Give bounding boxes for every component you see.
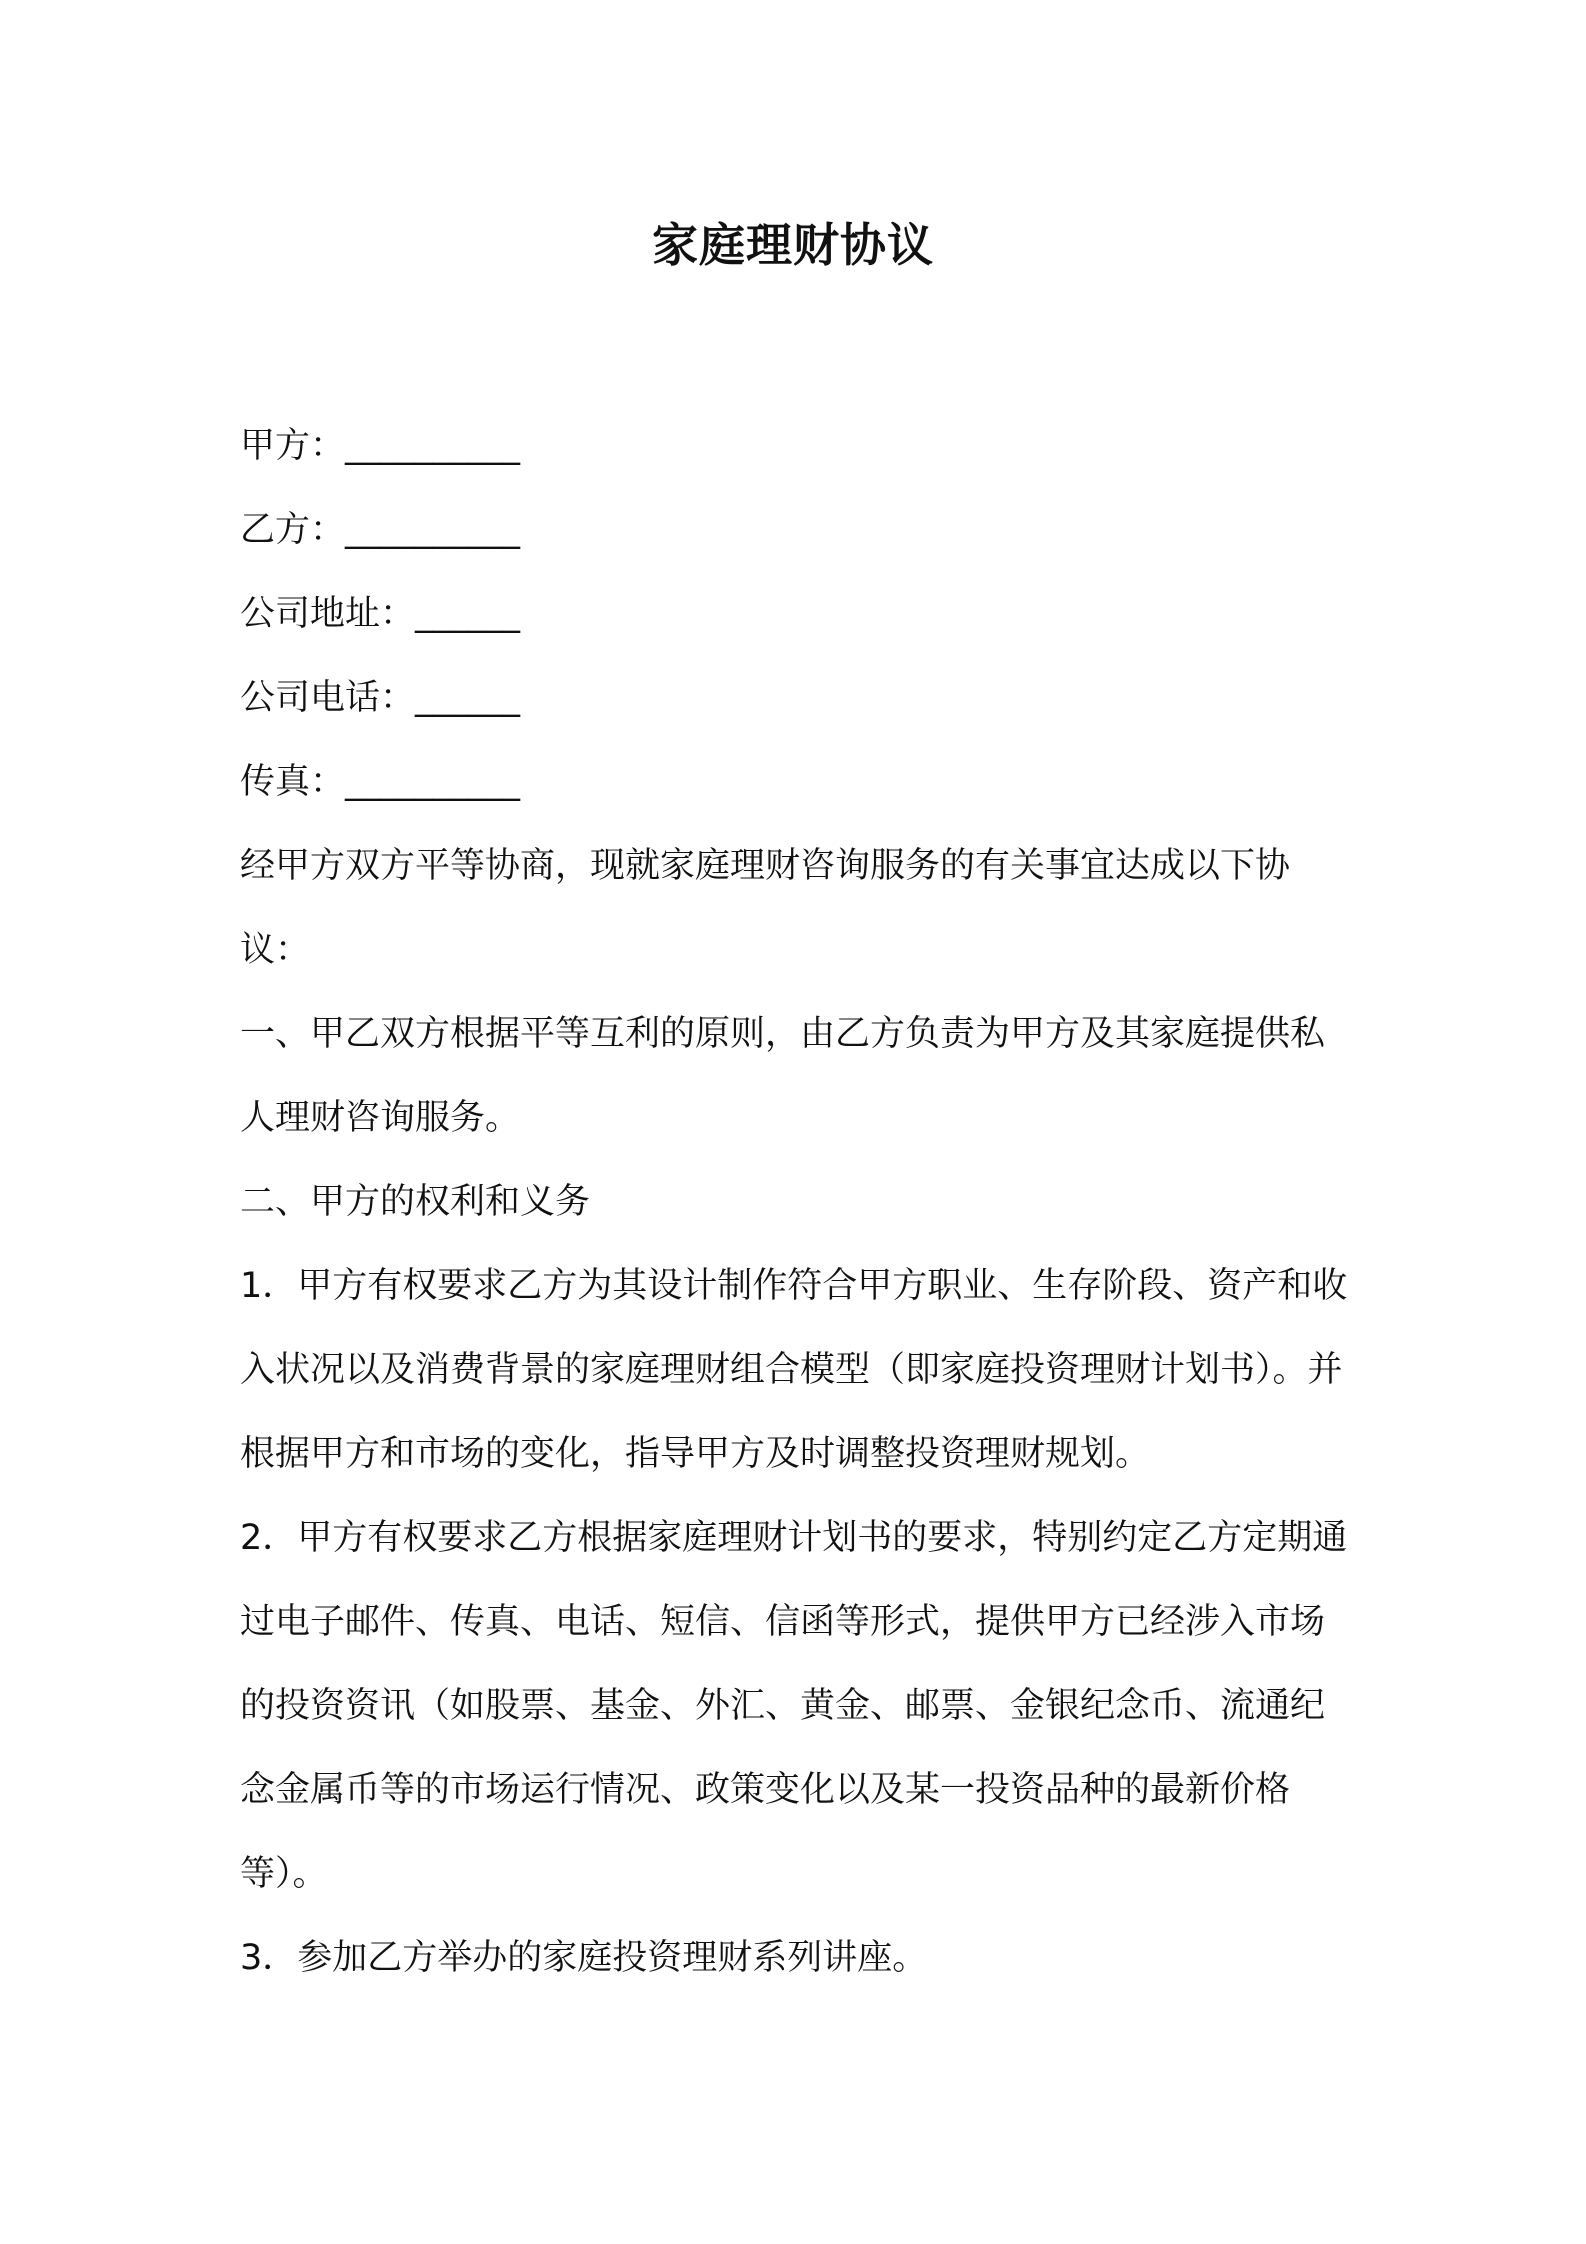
field-blank: __________: [345, 762, 521, 802]
field-blank: ______: [415, 594, 521, 634]
clause-2-item-3: 3．参加乙方举办的家庭投资理财系列讲座。: [240, 1938, 928, 1978]
clause-2-item-1: 1．甲方有权要求乙方为其设计制作符合甲方职业、生存阶段、资产和收入状况以及消费背景的家庭理财组合模型（即家庭投资理财计划书）。并根据甲方和市场的变化，指导甲方及时调整投资理财规划。: [240, 1266, 1348, 1474]
party-b-field: [240, 488, 1352, 572]
field-blank: __________: [345, 426, 521, 466]
document-body: [240, 404, 1352, 2000]
field-label: 公司地址：: [240, 594, 416, 634]
clause-1-paragraph: 一、甲乙双方根据平等互利的原则，由乙方负责为甲方及其家庭提供私人理财咨询服务。: [240, 1014, 1326, 1138]
field-label: 甲方：: [240, 426, 346, 466]
clause-2-heading: 二、甲方的权利和义务: [240, 1182, 591, 1222]
clause-2-item-2: 2．甲方有权要求乙方根据家庭理财计划书的要求，特别约定乙方定期通过电子邮件、传真、电话、短信、信函等形式，提供甲方已经涉入市场的投资资讯（如股票、基金、外汇、黄金、邮票、金银纪念币、流通纪念金属币等的市场运行情况、政策变化以及某一投资品种的最新价格等）。: [240, 1518, 1348, 1894]
field-blank: __________: [345, 510, 521, 550]
field-label: 公司电话：: [240, 678, 416, 718]
field-label: 传真：: [240, 762, 346, 802]
company-address-field: [240, 572, 1352, 656]
party-a-field: [240, 404, 1352, 488]
preamble-paragraph: 经甲方双方平等协商，现就家庭理财咨询服务的有关事宜达成以下协议：: [240, 846, 1291, 970]
company-phone-field: [240, 656, 1352, 740]
field-blank: ______: [415, 678, 521, 718]
fax-field: [240, 740, 1352, 824]
document-title: 家庭理财协议: [652, 218, 934, 272]
field-label: 乙方：: [240, 510, 346, 550]
